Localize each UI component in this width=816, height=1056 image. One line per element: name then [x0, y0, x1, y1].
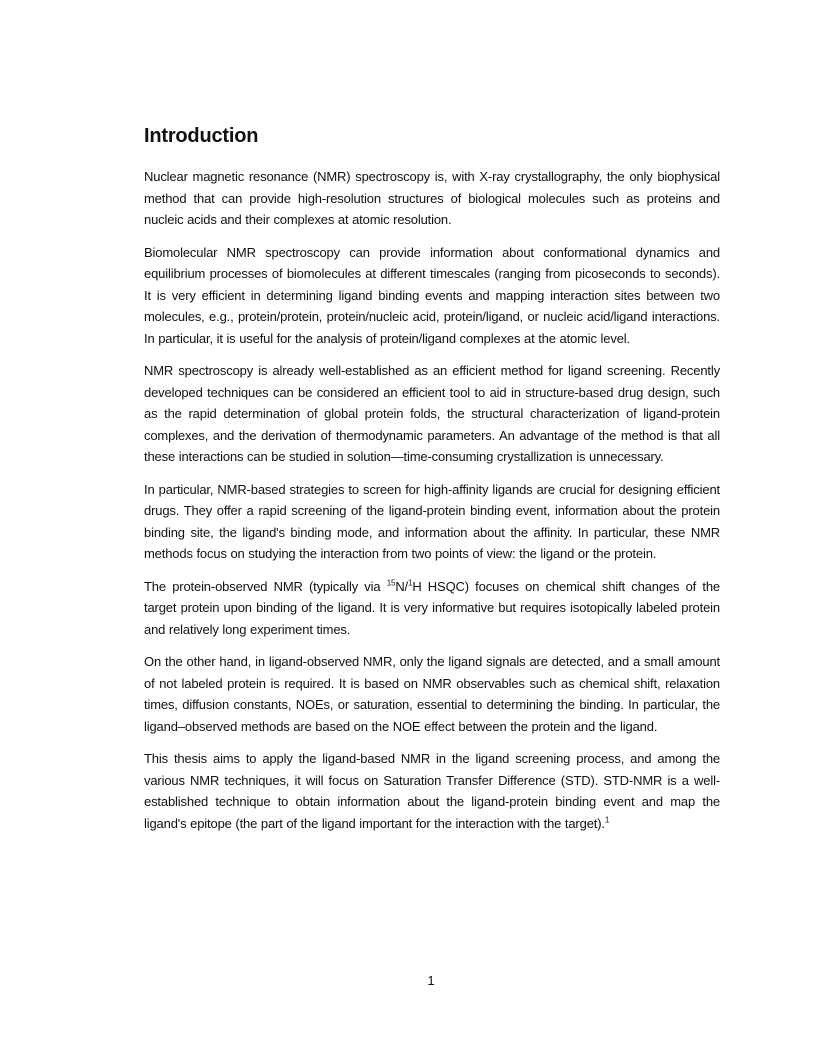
- paragraph-2: Biomolecular NMR spectroscopy can provide information about conformational dynamics and equilibrium processes of biomolecules at different timescales (ranging from picoseconds to seconds). It is very efficient in determining ligand binding events and mapping interaction sites between two molecules, e.g., protein/protein, protein/nucleic acid, protein/ligand, or nucleic acid/ligand interactions. In particular, it is useful for the analysis of protein/ligand complexes at the atomic level.: [144, 244, 720, 346]
- section-heading: Introduction: [144, 125, 259, 147]
- paragraph-4: In particular, NMR-based strategies to screen for high-affinity ligands are crucial for designing efficient drugs. They offer a rapid screening of the ligand-protein binding event, information about the protein binding site, the ligand's binding mode, and information about the affinity. In particular, these NMR methods focus on studying the interaction from two points of view: the ligand or the protein.: [144, 481, 720, 561]
- paragraph-1: Nuclear magnetic resonance (NMR) spectroscopy is, with X-ray crystallography, the only biophysical method that can provide high-resolution structures of biological molecules such as proteins and nucleic acids and their complexes at atomic resolution.: [144, 169, 720, 227]
- paragraph-3: NMR spectroscopy is already well-established as an efficient method for ligand screening. Recently developed techniques can be considered an efficient tool to aid in structure-based drug design, such as the rapid determination of global protein folds, the structural characterization of ligand-protein complexes, and the derivation of thermodynamic parameters. An advantage of the method is that all these interactions can be studied in solution—time-consuming crystallization is unnecessary.: [144, 363, 720, 464]
- paragraph-5-text-start: The protein-observed NMR (typically via: [144, 578, 387, 594]
- footnote-reference: 1: [604, 815, 610, 825]
- paragraph-6: On the other hand, in ligand-observed NMR, only the ligand signals are detected, and a small amount of not labeled protein is required. It is based on NMR observables such as chemical shift, relaxation times, diffusion constants, NOEs, or saturation, essential to determining the binding. In particular, the ligand–observed methods are based on the NOE effect between the protein and the ligand.: [144, 654, 720, 734]
- document-page: [144, 124, 720, 845]
- paragraph-7-text: This thesis aims to apply the ligand-based NMR in the ligand screening process, and among the various NMR techniques, it will focus on Saturation Transfer Difference (STD). STD-NMR is a well-established technique to obtain information about the ligand-protein binding event and map the ligand's epitope (the part of the ligand important for the interaction with the target).: [144, 751, 720, 831]
- paragraph-5: [144, 576, 720, 641]
- page-number: 1: [427, 973, 435, 988]
- paragraph-5-text-mid: N/: [395, 578, 409, 594]
- paragraph-7: [144, 748, 720, 834]
- paragraph-5-text-end: H HSQC) focuses on chemical shift changes of the target protein upon binding of the ligand. It is very informative but requires isotopically labeled protein and relatively long experiment times.: [144, 578, 720, 637]
- isotope-superscript-15: 15: [386, 578, 396, 588]
- isotope-superscript-1: 1: [408, 578, 413, 588]
